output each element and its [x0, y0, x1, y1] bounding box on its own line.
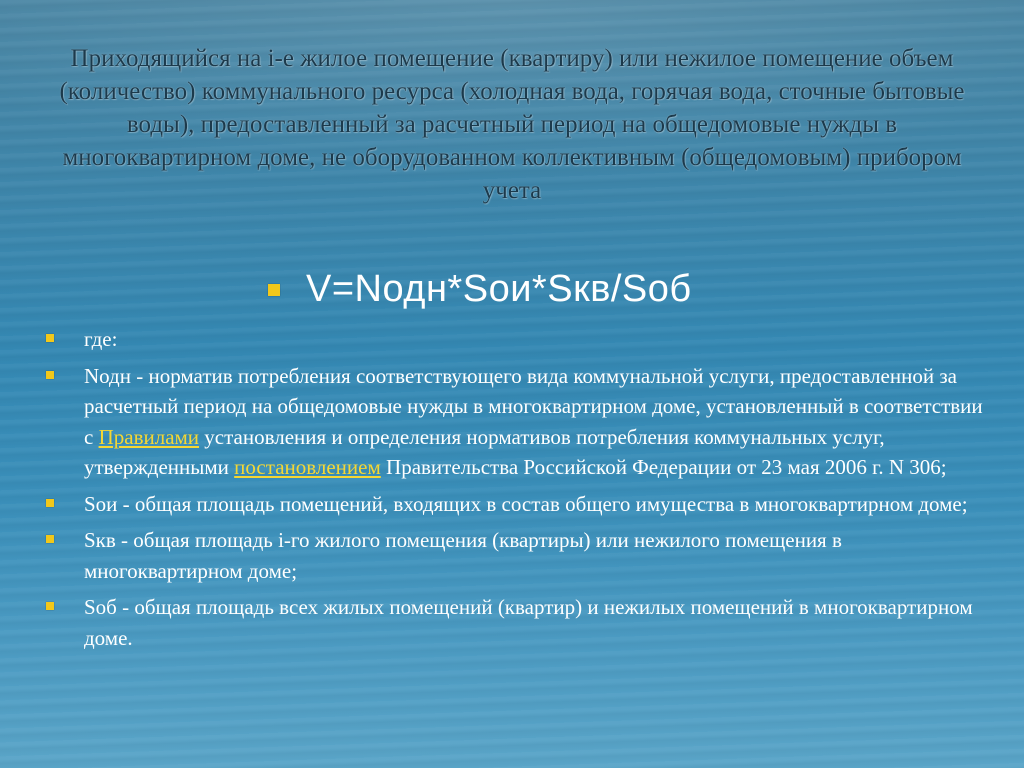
- square-bullet-icon: [46, 334, 54, 342]
- slide-title: Приходящийся на i-е жилое помещение (квартиру) или нежилое помещение объем (количество) коммунального ресурса (холодная вода, горячая вода, сточные бытовые воды), предоставленный за расчетный период на общедомовые нужды в многоквартирном доме, не оборудованном коллективным (общедомовым) прибором учета: [59, 45, 965, 204]
- list-item-s-ob: [44, 592, 994, 653]
- n-odn-text-part2: установления и определения нормативов потребления коммунальных услуг, утвержденными: [84, 424, 885, 479]
- definitions-list: [44, 324, 994, 659]
- formula-row: [268, 264, 692, 314]
- square-bullet-icon: [46, 535, 54, 543]
- pravila-link[interactable]: Правилами: [98, 424, 200, 449]
- square-bullet-icon: [46, 602, 54, 610]
- postanovlenie-link[interactable]: постановлением: [234, 455, 381, 479]
- s-ob-text: Sоб - общая площадь всех жилых помещений (квартир) и нежилых помещений в многоквартирном доме.: [84, 595, 973, 650]
- where-label: где:: [84, 327, 118, 351]
- n-odn-text-part1: Nодн - норматив потребления соответствующего вида коммунальной услуги, предоставленной за расчетный период на общедомовые нужды в многоквартирном доме, установленный в соответствии с: [84, 363, 983, 449]
- list-item-where: [44, 324, 994, 355]
- list-item-n-odn: [44, 361, 994, 483]
- list-item-s-kv: [44, 525, 994, 586]
- square-bullet-icon: [46, 371, 54, 379]
- s-kv-text: Sкв - общая площадь i-го жилого помещения (квартиры) или нежилого помещения в многоквартирном доме;: [84, 528, 842, 583]
- formula: V=Nодн*Sои*Sкв/Sоб: [306, 267, 692, 310]
- s-oi-text: Sои - общая площадь помещений, входящих в состав общего имущества в многоквартирном доме;: [84, 491, 968, 516]
- list-item-s-oi: [44, 489, 994, 520]
- square-bullet-icon: [46, 499, 54, 507]
- n-odn-text-part3: Правительства Российской Федерации от 23 мая 2006 г. N 306;: [380, 455, 947, 479]
- square-bullet-icon: [268, 284, 280, 296]
